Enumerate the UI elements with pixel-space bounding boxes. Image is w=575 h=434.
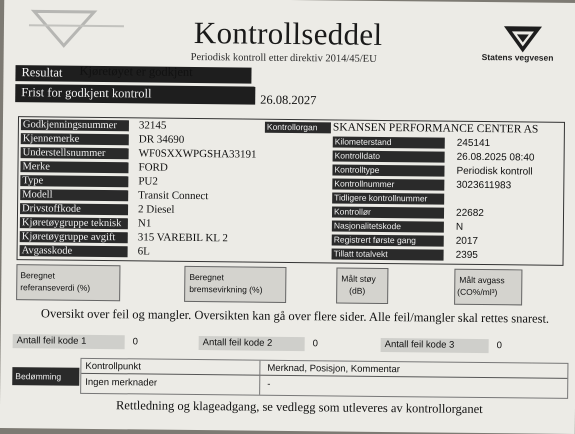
value-type: PU2: [138, 175, 158, 188]
label-kjoretoygruppe-avgift: Kjøretøygruppe avgift: [20, 231, 128, 243]
brand-name: Statens vegvesen: [481, 52, 554, 63]
label-type: Type: [20, 175, 128, 187]
assessment-column-divider: [259, 361, 260, 395]
value-kontrollor: 22682: [455, 207, 484, 220]
reference-label-line1: Beregnet: [20, 270, 55, 281]
result-value: Kjøretøyet er godkjent: [79, 63, 193, 79]
emission-box: [454, 269, 522, 306]
brake-effect-box: [184, 266, 286, 303]
fault-code3-label: Antall feil kode 3: [384, 339, 455, 351]
label-tidligere-kontrollnummer: Tidligere kontrollnummer: [332, 192, 444, 204]
label-tillatt-totalvekt: Tillatt totalvekt: [332, 248, 444, 260]
measurements-row: [16, 264, 564, 304]
page-subtitle: Periodisk kontroll etter direktiv 2014/45/EU: [190, 51, 377, 65]
label-drivstoffkode: Drivstoffkode: [20, 203, 128, 215]
fault-code3-value: 0: [496, 340, 503, 352]
reference-label-line2: referanseverdi (%): [20, 282, 91, 293]
value-nasjonalitetskode: N: [455, 221, 464, 233]
label-avgasskode: Avgasskode: [20, 245, 128, 257]
noise-label-line2: (dB): [349, 285, 366, 296]
value-avgasskode: 6L: [137, 245, 150, 258]
page-title: Kontrollseddel: [193, 14, 383, 52]
fault-code1-label: Antall feil kode 1: [16, 335, 87, 347]
value-kjoretoygruppe-avgift: 315 VAREBIL KL 2: [137, 231, 228, 245]
label-merke: Merke: [20, 161, 128, 173]
label-understellsnummer: Understellsnummer: [21, 147, 129, 159]
value-kontrollorgan: SKANSEN PERFORMANCE CENTER AS: [332, 121, 539, 136]
label-kontrollor: Kontrollør: [332, 206, 444, 218]
value-merke: FORD: [138, 161, 168, 174]
deadline-value: 26.08.2027: [260, 92, 317, 108]
emission-label-line1: Målt avgass: [459, 274, 505, 286]
label-modell: Modell: [20, 189, 128, 201]
assessment-remark-value: -: [267, 378, 271, 390]
vehicle-data-table: [17, 116, 565, 266]
noise-label-line1: Målt støy: [341, 273, 376, 284]
label-registrert-forste-gang: Registrert første gang: [332, 234, 444, 246]
assessment-table: [80, 358, 568, 399]
brake-label-line1: Beregnet: [189, 271, 224, 283]
deadline-row: [15, 84, 255, 105]
value-kjoretoygruppe-teknisk: N1: [137, 217, 152, 230]
value-understellsnummer: WF0SXXWPGSHA33191: [138, 147, 257, 161]
value-registrert-forste-gang: 2017: [455, 235, 479, 247]
fault-code2-value: 0: [312, 338, 319, 350]
noise-box: [336, 267, 388, 304]
value-kilometerstand: 245141: [456, 137, 491, 150]
value-kjennemerke: DR 34690: [138, 133, 185, 146]
value-kontrolltype: Periodisk kontroll: [456, 165, 533, 178]
watermark-logo: [24, 5, 134, 54]
label-kjoretoygruppe-teknisk: Kjøretøygruppe teknisk: [20, 217, 128, 229]
faults-note: Oversikt over feil og mangler. Oversikten kan gå over flere sider. Alle feil/mangler skal rettes snarest.: [40, 306, 550, 326]
label-kontrolldato: Kontrolldato: [333, 150, 445, 162]
brake-label-line2: bremsevirkning (%): [189, 283, 263, 295]
value-kontrolldato: 26.08.2025 08:40: [456, 151, 535, 164]
label-godkjenningsnummer: Godkjenningsnummer: [21, 119, 129, 131]
label-kontrollorgan: Kontrollorgan: [265, 122, 331, 134]
label-kilometerstand: Kilometerstand: [333, 136, 445, 148]
reference-value-box: [16, 264, 120, 301]
value-modell: Transit Connect: [138, 189, 209, 203]
value-tillatt-totalvekt: 2395: [455, 249, 478, 261]
assessment-col-remark: Merknad, Posisjon, Kommentar: [267, 362, 400, 376]
assessment-label: Bedømming: [12, 367, 79, 386]
value-godkjenningsnummer: 32145: [138, 119, 167, 132]
emission-label-line2: (CO%/ml³): [457, 286, 498, 298]
assessment-point-value: Ingen merknader: [85, 376, 158, 389]
label-nasjonalitetskode: Nasjonalitetskode: [332, 220, 444, 232]
statens-vegvesen-logo-icon: [502, 24, 544, 54]
footer-text: Rettledning og klageadgang, se vedlegg som utleveres av kontrollorganet: [115, 398, 483, 417]
fault-code1-value: 0: [132, 336, 139, 348]
fault-counters: [13, 332, 569, 356]
label-kjennemerke: Kjennemerke: [21, 133, 129, 145]
label-kontrolltype: Kontrolltype: [332, 164, 444, 176]
result-label: Resultat: [21, 65, 63, 80]
fault-code2-label: Antall feil kode 2: [202, 337, 273, 349]
value-kontrollnummer: 3023611983: [456, 179, 512, 192]
value-drivstoffkode: 2 Diesel: [137, 203, 175, 216]
assessment-col-point: Kontrollpunkt: [85, 360, 141, 373]
deadline-label: Frist for godkjent kontroll: [21, 85, 152, 101]
label-kontrollnummer: Kontrollnummer: [332, 178, 444, 190]
